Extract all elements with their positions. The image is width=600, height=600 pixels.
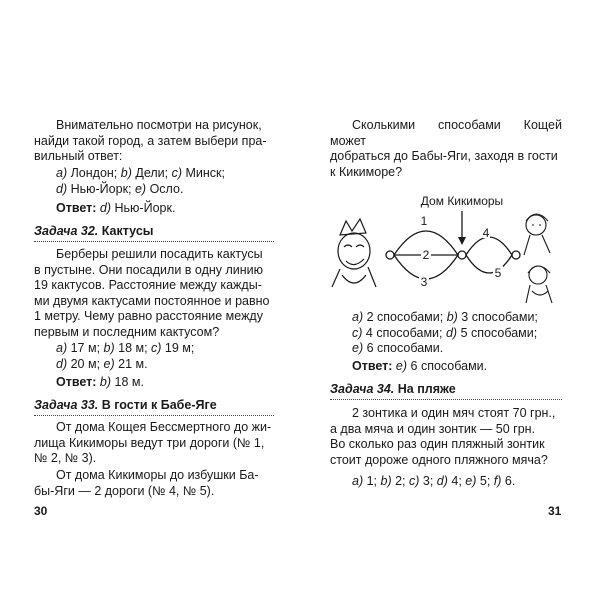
page-number-left: 30 — [34, 504, 48, 518]
option-letter: a) — [56, 341, 68, 355]
option-text: 4 способами; — [362, 325, 446, 340]
answer-label: Ответ: — [56, 201, 97, 215]
task-line: первым и последним кактусом? — [34, 324, 220, 339]
option-letter: a) — [352, 474, 364, 488]
answer-text: 18 м. — [111, 375, 144, 389]
answer-label: Ответ: — [352, 359, 393, 373]
option-letter: b) — [446, 310, 458, 324]
intro-text — [34, 118, 272, 165]
answer-letter: b) — [99, 375, 112, 389]
task-line: № 2, № 3). — [34, 451, 97, 465]
options-32 — [56, 341, 294, 372]
option-letter: e) — [103, 356, 115, 371]
road-5 — [466, 255, 512, 273]
option-text: 2 способами; — [363, 310, 447, 324]
option-letter: d) — [56, 181, 68, 196]
task-line: 19 кактусов. Расстояние между кажды- — [34, 278, 262, 292]
option-letter: e) — [465, 474, 477, 488]
options-34 — [352, 474, 515, 490]
option-letter: c) — [352, 325, 363, 340]
answer-label: Ответ: — [56, 375, 97, 389]
task-33-text-1 — [34, 420, 272, 467]
option-text: 2; — [391, 474, 409, 488]
baba-yaga-figure-icon — [524, 214, 552, 303]
option-text: 3; — [419, 474, 437, 488]
task-line: 1 метру. Чему равно расстояние между — [34, 309, 263, 323]
page-number-right: 31 — [548, 504, 562, 518]
option-letter: e) — [352, 341, 364, 355]
option-letter: d) — [56, 356, 68, 371]
option-letter: b) — [120, 166, 132, 180]
question-line: добраться до Бабы-Яги, заходя в гости — [330, 149, 558, 163]
road-label-1: 1 — [420, 214, 428, 228]
koshchei-figure-icon — [332, 219, 376, 287]
intro-line: найди такой город, а затем выбери пра- — [34, 133, 267, 148]
task-title: Кактусы — [98, 224, 154, 238]
task-number: Задача 32. — [34, 224, 99, 238]
task-32-heading — [34, 224, 274, 242]
road-label-2: 2 — [422, 248, 430, 262]
task-line: От дома Кикиморы до избушки Ба- — [56, 468, 259, 482]
arrow-head-icon — [458, 237, 466, 245]
option-text: 18 м; — [114, 341, 152, 355]
option-text: 5; — [476, 474, 494, 488]
option-text: 5 способами; — [457, 325, 538, 340]
task-line: Берберы решили посадить кактусы — [56, 247, 263, 261]
option-letter: d) — [445, 325, 458, 340]
question-line: Сколькими способами Кощей может — [330, 118, 562, 148]
option-letter: a) — [352, 310, 364, 324]
task-title: В гости к Бабе-Яге — [98, 398, 217, 412]
option-text: Лондон; — [67, 166, 121, 180]
node-kikimora — [458, 251, 466, 259]
task-line: Во сколько раз один пляжный зонтик — [330, 437, 545, 451]
answer-letter: d) — [99, 201, 112, 215]
options-city — [56, 166, 294, 197]
option-text: 17 м; — [67, 341, 104, 355]
option-text: 6. — [501, 474, 516, 488]
answer-text: Нью-Йорк. — [111, 201, 176, 215]
task-34-heading — [330, 382, 562, 400]
question-text — [330, 118, 562, 180]
options-33 — [352, 310, 538, 357]
option-text: 6 способами. — [363, 341, 444, 355]
task-title: На пляже — [394, 382, 456, 396]
option-letter: c) — [171, 166, 183, 180]
option-text: 1; — [363, 474, 381, 488]
answer-text: 6 способами. — [407, 359, 488, 373]
option-letter: b) — [380, 474, 392, 488]
option-letter: e) — [134, 181, 147, 196]
intro-line: Внимательно посмотри на рисунок, — [56, 118, 262, 132]
task-34-text — [330, 406, 562, 468]
house-label: Дом Кикиморы — [420, 195, 504, 208]
option-letter: b) — [103, 341, 115, 355]
task-line: стоит дороже одного пляжного мяча? — [330, 452, 548, 467]
road-label-4: 4 — [482, 226, 490, 240]
road-label-3: 3 — [420, 275, 428, 289]
node-baba-yaga — [512, 251, 520, 259]
intro-line: вильный ответ: — [34, 149, 123, 163]
option-text: 3 способами; — [457, 310, 538, 324]
option-text: 19 м; — [161, 341, 195, 355]
task-line: От дома Кощея Бессмертного до жи- — [56, 420, 272, 434]
question-line: к Кикиморе? — [330, 164, 403, 179]
answer-33 — [352, 359, 487, 375]
answer-city — [56, 201, 294, 217]
answer-32 — [56, 375, 294, 391]
task-line: лища Кикиморы ведут три дороги (№ 1, — [34, 435, 265, 450]
option-text: Минск; — [182, 166, 225, 180]
task-32-text — [34, 247, 272, 340]
option-letter: c) — [151, 341, 162, 355]
option-letter: c) — [409, 474, 420, 488]
option-text: Дели; — [131, 166, 172, 180]
road-label-5: 5 — [494, 266, 502, 280]
option-letter: a) — [56, 166, 68, 180]
task-number: Задача 33. — [34, 398, 99, 412]
option-letter: d) — [436, 474, 448, 488]
task-line: а два мяча и один зонтик — 50 грн. — [330, 421, 536, 436]
option-text: Осло. — [146, 181, 184, 196]
option-letter: f) — [493, 474, 502, 488]
option-text: 21 м. — [114, 356, 148, 371]
task-line: бы-Яги — 2 дороги (№ 4, № 5). — [34, 483, 215, 498]
option-text: 20 м; — [67, 356, 104, 371]
task-33-text-2 — [34, 468, 272, 499]
option-text: Нью-Йорк; — [67, 181, 135, 196]
task-33-heading — [34, 398, 274, 416]
node-koshchei — [386, 251, 394, 259]
answer-letter: e) — [395, 359, 408, 373]
option-text: 4; — [447, 474, 466, 488]
task-number: Задача 34. — [330, 382, 395, 396]
task-line: 2 зонтика и один мяч стоят 70 грн., — [352, 406, 556, 420]
task-line: ми двумя кактусами постоянное и равно — [34, 293, 270, 308]
roads-diagram — [322, 195, 562, 305]
task-line: в пустыне. Они посадили в одну линию — [34, 262, 264, 277]
